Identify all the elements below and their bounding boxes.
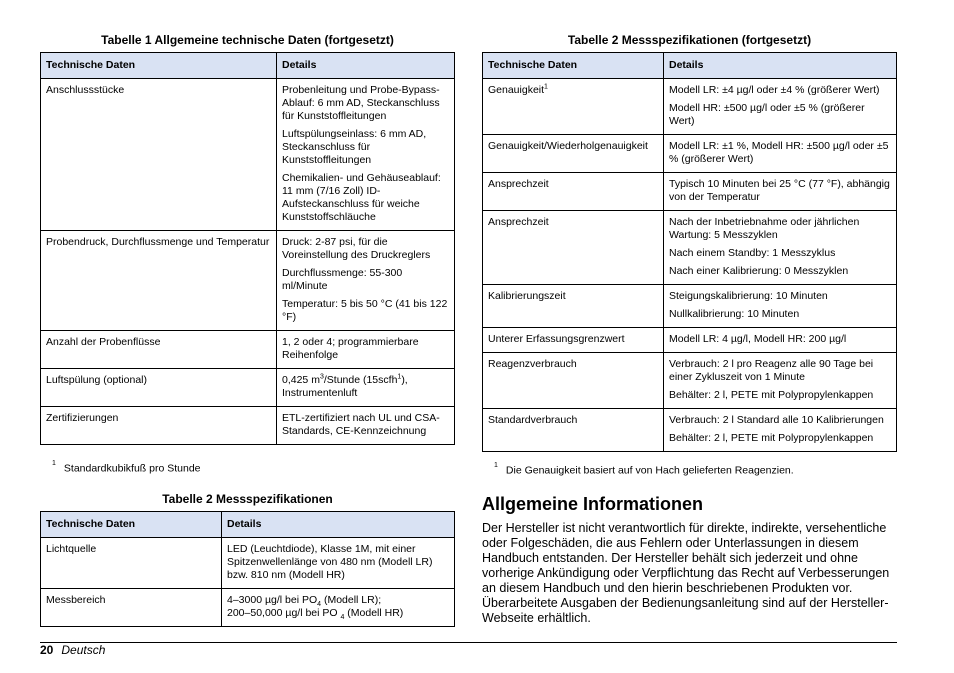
detail-line: Nullkalibrierung: 10 Minuten — [669, 308, 800, 320]
footnote-ref: 1 — [544, 83, 548, 91]
row-label: Standardverbrauch — [483, 409, 664, 452]
footnote-mark: 1 — [52, 460, 56, 467]
table1-general-technical-data — [40, 52, 455, 445]
table2-cont-caption: Tabelle 2 Messspezifikationen (fortgesetzt) — [567, 33, 812, 47]
table-row — [483, 211, 897, 285]
detail-line: ETL-zertifiziert nach UL und CSA-Standards, CE-Kennzeichnung — [282, 412, 440, 437]
row-label: Genauigkeit/Wiederholgenauigkeit — [483, 135, 664, 173]
table-row — [483, 328, 897, 353]
table-row — [483, 285, 897, 328]
detail-line: 1, 2 oder 4; programmierbare Reihenfolge — [282, 336, 419, 361]
table-row — [41, 589, 455, 627]
detail-line: Druck: 2-87 psi, für die Voreinstellung des Druckreglers — [282, 236, 431, 261]
detail-line: Modell HR: ±500 µg/l oder ±5 % (größerer Wert) — [669, 102, 865, 127]
row-details — [664, 135, 897, 173]
detail-line: Chemikalien- und Gehäuseablauf: 11 mm (7/16 Zoll) ID-Aufsteckanschluss für weiche Kunststoffschläuche — [282, 172, 441, 223]
table-row — [483, 79, 897, 135]
footnote-text: Standardkubikfuß pro Stunde — [63, 462, 201, 475]
row-label: Ansprechzeit — [483, 211, 664, 285]
table1-caption: Tabelle 1 Allgemeine technische Daten (fortgesetzt) — [101, 33, 394, 47]
row-details — [222, 589, 455, 627]
footer-divider — [40, 642, 897, 643]
detail-line — [227, 607, 449, 620]
row-details — [277, 407, 455, 445]
superscript: 3 — [319, 373, 324, 381]
page-number: 20 — [40, 643, 54, 657]
table-row — [483, 353, 897, 409]
table2-header-details: Details — [222, 512, 455, 538]
table2-header-technical-data: Technische Daten — [41, 512, 222, 538]
table1-header-details: Details — [277, 53, 455, 79]
row-label: Anschlussstücke — [41, 79, 277, 231]
table1-header-row — [41, 53, 455, 79]
detail-line: Modell LR: 4 µg/l, Modell HR: 200 µg/l — [669, 333, 847, 345]
detail-text: 0,425 m — [282, 374, 320, 386]
footnote-text: Die Genauigkeit basiert auf von Hach gelieferten Reagenzien. — [505, 464, 794, 477]
detail-line: Behälter: 2 l, PETE mit Polypropylenkappen — [669, 389, 874, 401]
detail-line: Nach der Inbetriebnahme oder jährlichen Wartung: 5 Messzyklen — [669, 216, 860, 241]
detail-text: /Stunde (15scfh — [323, 374, 398, 386]
footnote-mark: 1 — [494, 462, 498, 469]
detail-line: Nach einem Standby: 1 Messzyklus — [669, 247, 836, 259]
detail-text: ), Instrumentenluft — [282, 374, 408, 399]
detail-line: Modell LR: ±1 %, Modell HR: ±500 µg/l oder ±5 % (größerer Wert) — [669, 140, 889, 165]
table-row — [483, 173, 897, 211]
detail-text: 200–50,000 µg/l bei PO — [227, 607, 341, 619]
detail-text: (Modell HR) — [344, 607, 404, 619]
table2-measurement-specs — [40, 511, 455, 627]
row-label: Anzahl der Probenflüsse — [41, 331, 277, 369]
table-row — [41, 231, 455, 331]
detail-line: Probenleitung und Probe-Bypass-Ablauf: 6 mm AD, Steckanschluss für Kunststoffleitungen — [282, 84, 440, 122]
row-details — [664, 79, 897, 135]
table2-cont-header-technical-data: Technische Daten — [483, 53, 664, 79]
detail-line: Nach einer Kalibrierung: 0 Messzyklen — [669, 265, 849, 277]
detail-line: Verbrauch: 2 l pro Reagenz alle 90 Tage bei einer Zykluszeit von 1 Minute — [669, 358, 874, 383]
section-body: Der Hersteller ist nicht verantwortlich für direkte, indirekte, versehentliche oder Folgeschäden, die aus Fehlern oder Unterlassungen in diesem Handbuch entstanden. Der Hersteller behält sich jederzeit und ohne vorherige Ankündigung oder Verpflichtung das Recht auf Verbesserungen an diesem Handbuch und den hierin beschriebenen Produkten vor. Überarbeitete Ausgaben der Bedienungsanleitung sind auf der Hersteller-Webseite erhältlich. — [482, 521, 890, 625]
row-details — [664, 353, 897, 409]
row-details — [664, 285, 897, 328]
row-details — [277, 79, 455, 231]
table1-footnote — [52, 462, 201, 475]
table2-cont-measurement-specs — [482, 52, 897, 452]
detail-text: (Modell LR); — [321, 594, 382, 606]
section-heading: Allgemeine Informationen — [482, 494, 704, 514]
detail-line: Typisch 10 Minuten bei 25 °C (77 °F), abhängig von der Temperatur — [669, 178, 890, 203]
detail-line: Luftspülungseinlass: 6 mm AD, Steckanschluss für Kunststoffleitungen — [282, 128, 427, 166]
detail-line: Verbrauch: 2 l Standard alle 10 Kalibrierungen — [669, 414, 884, 426]
table-row — [41, 538, 455, 589]
table2-header-row — [41, 512, 455, 538]
row-label: Luftspülung (optional) — [41, 369, 277, 407]
row-details — [664, 211, 897, 285]
table-row — [41, 331, 455, 369]
detail-line — [282, 374, 449, 400]
subscript: 4 — [317, 601, 322, 609]
row-details — [277, 369, 455, 407]
detail-line: Behälter: 2 l, PETE mit Polypropylenkappen — [669, 432, 874, 444]
page-footer — [40, 643, 105, 657]
detail-line: LED (Leuchtdiode), Klasse 1M, mit einer Spitzenwellenlänge von 480 nm (Modell LR) bzw. 810 nm (Modell HR) — [227, 543, 433, 581]
row-details — [664, 409, 897, 452]
row-details — [664, 173, 897, 211]
row-label: Kalibrierungszeit — [483, 285, 664, 328]
row-label: Messbereich — [41, 589, 222, 627]
row-label: Ansprechzeit — [483, 173, 664, 211]
table-row — [41, 369, 455, 407]
table-row — [483, 135, 897, 173]
detail-text: 4–3000 µg/l bei PO — [227, 594, 318, 606]
detail-line — [227, 594, 449, 607]
row-label: Lichtquelle — [41, 538, 222, 589]
table2-cont-header-row — [483, 53, 897, 79]
table-row — [41, 79, 455, 231]
detail-line: Temperatur: 5 bis 50 °C (41 bis 122 °F) — [282, 298, 448, 323]
row-label: Probendruck, Durchflussmenge und Temperatur — [41, 231, 277, 331]
label-text: Genauigkeit — [488, 84, 545, 96]
row-label — [483, 79, 664, 135]
detail-line: Modell LR: ±4 µg/l oder ±4 % (größerer Wert) — [669, 84, 880, 96]
row-label: Unterer Erfassungsgrenzwert — [483, 328, 664, 353]
row-label: Zertifizierungen — [41, 407, 277, 445]
table2-caption: Tabelle 2 Messspezifikationen — [162, 492, 333, 506]
detail-line: Durchflussmenge: 55-300 ml/Minute — [282, 267, 403, 292]
table2-cont-header-details: Details — [664, 53, 897, 79]
subscript: 4 — [340, 614, 345, 622]
row-details — [222, 538, 455, 589]
row-label: Reagenzverbrauch — [483, 353, 664, 409]
table-row — [41, 407, 455, 445]
footnote-ref: 1 — [397, 373, 402, 381]
row-details — [277, 331, 455, 369]
table-row — [483, 409, 897, 452]
detail-line: Steigungskalibrierung: 10 Minuten — [669, 290, 828, 302]
row-details — [664, 328, 897, 353]
table1-header-technical-data: Technische Daten — [41, 53, 277, 79]
table2-cont-footnote — [494, 464, 794, 477]
footer-language: Deutsch — [61, 643, 106, 657]
row-details — [277, 231, 455, 331]
